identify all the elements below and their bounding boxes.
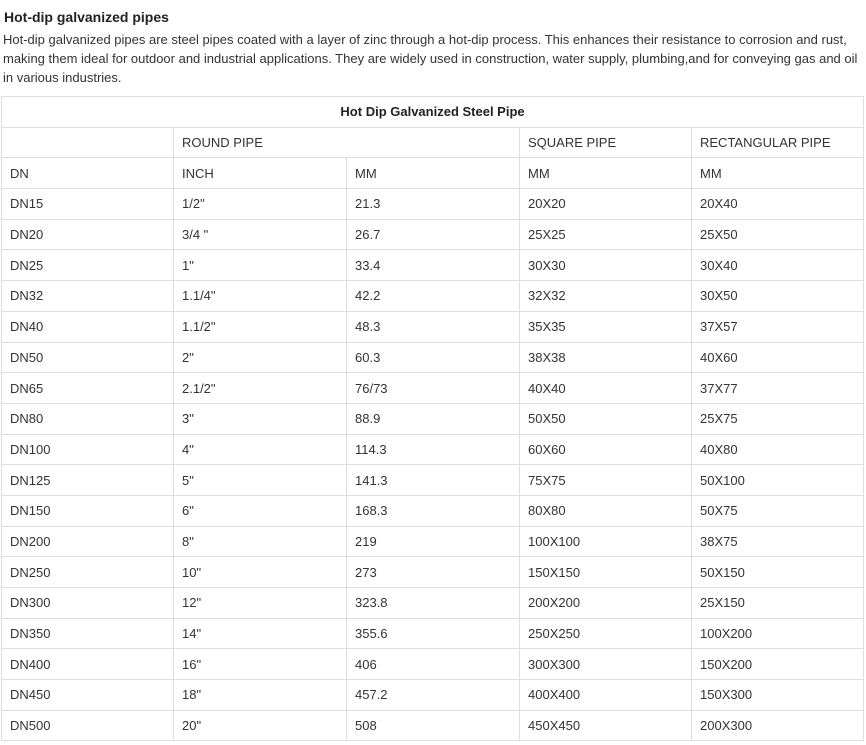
table-caption-row (2, 97, 864, 128)
pipe-spec-table (1, 96, 864, 741)
cell-inch: 8" (174, 526, 347, 557)
cell-inch: 2.1/2" (174, 373, 347, 404)
cell-inch: 3/4 " (174, 219, 347, 250)
cell-rectangular-mm: 200X300 (692, 710, 864, 741)
group-header-round-pipe: ROUND PIPE (174, 127, 520, 158)
cell-square-mm: 40X40 (520, 373, 692, 404)
cell-rectangular-mm: 40X60 (692, 342, 864, 373)
sub-header-round-mm: MM (347, 158, 520, 189)
sub-header-rectangular-mm: MM (692, 158, 864, 189)
cell-inch: 6" (174, 495, 347, 526)
cell-square-mm: 400X400 (520, 680, 692, 711)
cell-dn: DN350 (2, 618, 174, 649)
table-row (2, 403, 864, 434)
table-row (2, 281, 864, 312)
sub-header-inch: INCH (174, 158, 347, 189)
cell-square-mm: 20X20 (520, 189, 692, 220)
cell-square-mm: 80X80 (520, 495, 692, 526)
cell-round-mm: 141.3 (347, 465, 520, 496)
cell-rectangular-mm: 20X40 (692, 189, 864, 220)
cell-rectangular-mm: 150X300 (692, 680, 864, 711)
cell-dn: DN500 (2, 710, 174, 741)
cell-dn: DN80 (2, 403, 174, 434)
sub-header-square-mm: MM (520, 158, 692, 189)
cell-dn: DN250 (2, 557, 174, 588)
cell-rectangular-mm: 25X75 (692, 403, 864, 434)
cell-rectangular-mm: 37X77 (692, 373, 864, 404)
cell-round-mm: 26.7 (347, 219, 520, 250)
table-row (2, 557, 864, 588)
cell-dn: DN100 (2, 434, 174, 465)
cell-rectangular-mm: 38X75 (692, 526, 864, 557)
cell-inch: 20" (174, 710, 347, 741)
cell-inch: 16" (174, 649, 347, 680)
cell-square-mm: 50X50 (520, 403, 692, 434)
table-row (2, 311, 864, 342)
cell-dn: DN40 (2, 311, 174, 342)
cell-round-mm: 457.2 (347, 680, 520, 711)
table-row (2, 373, 864, 404)
cell-dn: DN32 (2, 281, 174, 312)
page-title: Hot-dip galvanized pipes (4, 9, 169, 25)
cell-square-mm: 60X60 (520, 434, 692, 465)
table-row (2, 342, 864, 373)
cell-round-mm: 508 (347, 710, 520, 741)
cell-rectangular-mm: 25X150 (692, 588, 864, 619)
cell-square-mm: 32X32 (520, 281, 692, 312)
table-sub-header-row (2, 158, 864, 189)
table-row (2, 680, 864, 711)
cell-round-mm: 42.2 (347, 281, 520, 312)
cell-round-mm: 33.4 (347, 250, 520, 281)
table-row (2, 618, 864, 649)
cell-dn: DN150 (2, 495, 174, 526)
cell-inch: 3" (174, 403, 347, 434)
cell-dn: DN50 (2, 342, 174, 373)
cell-round-mm: 114.3 (347, 434, 520, 465)
cell-square-mm: 150X150 (520, 557, 692, 588)
cell-square-mm: 450X450 (520, 710, 692, 741)
cell-rectangular-mm: 100X200 (692, 618, 864, 649)
cell-dn: DN65 (2, 373, 174, 404)
description-paragraph: Hot-dip galvanized pipes are steel pipes coated with a layer of zinc through a hot-dip process. This enhances their resistance to corrosion and rust, making them ideal for outdoor and industrial applications. They are widely used in construction, water supply, plumbing,and for conveying gas and oil in various industries. (3, 32, 858, 85)
table-row (2, 649, 864, 680)
cell-inch: 1/2" (174, 189, 347, 220)
cell-round-mm: 48.3 (347, 311, 520, 342)
cell-rectangular-mm: 50X150 (692, 557, 864, 588)
cell-rectangular-mm: 30X40 (692, 250, 864, 281)
cell-round-mm: 21.3 (347, 189, 520, 220)
cell-dn: DN450 (2, 680, 174, 711)
cell-inch: 10" (174, 557, 347, 588)
cell-dn: DN125 (2, 465, 174, 496)
cell-round-mm: 168.3 (347, 495, 520, 526)
cell-inch: 18" (174, 680, 347, 711)
cell-dn: DN400 (2, 649, 174, 680)
cell-round-mm: 88.9 (347, 403, 520, 434)
cell-rectangular-mm: 40X80 (692, 434, 864, 465)
cell-rectangular-mm: 50X100 (692, 465, 864, 496)
table-row (2, 434, 864, 465)
cell-inch: 1.1/2" (174, 311, 347, 342)
cell-inch: 14" (174, 618, 347, 649)
cell-round-mm: 406 (347, 649, 520, 680)
cell-square-mm: 30X30 (520, 250, 692, 281)
cell-dn: DN15 (2, 189, 174, 220)
cell-square-mm: 200X200 (520, 588, 692, 619)
cell-square-mm: 25X25 (520, 219, 692, 250)
cell-inch: 1" (174, 250, 347, 281)
cell-square-mm: 38X38 (520, 342, 692, 373)
table-row (2, 526, 864, 557)
table-row (2, 465, 864, 496)
table-row (2, 219, 864, 250)
group-header-empty (2, 127, 174, 158)
cell-round-mm: 273 (347, 557, 520, 588)
cell-round-mm: 355.6 (347, 618, 520, 649)
cell-rectangular-mm: 30X50 (692, 281, 864, 312)
cell-dn: DN200 (2, 526, 174, 557)
cell-rectangular-mm: 25X50 (692, 219, 864, 250)
table-group-header-row (2, 127, 864, 158)
cell-rectangular-mm: 37X57 (692, 311, 864, 342)
cell-dn: DN300 (2, 588, 174, 619)
cell-square-mm: 300X300 (520, 649, 692, 680)
cell-inch: 1.1/4" (174, 281, 347, 312)
cell-inch: 2" (174, 342, 347, 373)
group-header-square-pipe: SQUARE PIPE (520, 127, 692, 158)
cell-inch: 4" (174, 434, 347, 465)
table-row (2, 189, 864, 220)
cell-square-mm: 100X100 (520, 526, 692, 557)
cell-round-mm: 219 (347, 526, 520, 557)
table-caption: Hot Dip Galvanized Steel Pipe (2, 97, 864, 128)
cell-square-mm: 75X75 (520, 465, 692, 496)
group-header-rectangular-pipe: RECTANGULAR PIPE (692, 127, 864, 158)
cell-round-mm: 76/73 (347, 373, 520, 404)
sub-header-dn: DN (2, 158, 174, 189)
cell-dn: DN20 (2, 219, 174, 250)
cell-dn: DN25 (2, 250, 174, 281)
cell-rectangular-mm: 50X75 (692, 495, 864, 526)
table-row (2, 495, 864, 526)
cell-square-mm: 250X250 (520, 618, 692, 649)
cell-round-mm: 323.8 (347, 588, 520, 619)
cell-rectangular-mm: 150X200 (692, 649, 864, 680)
cell-inch: 5" (174, 465, 347, 496)
cell-round-mm: 60.3 (347, 342, 520, 373)
table-row (2, 710, 864, 741)
cell-inch: 12" (174, 588, 347, 619)
table-row (2, 588, 864, 619)
table-row (2, 250, 864, 281)
cell-square-mm: 35X35 (520, 311, 692, 342)
